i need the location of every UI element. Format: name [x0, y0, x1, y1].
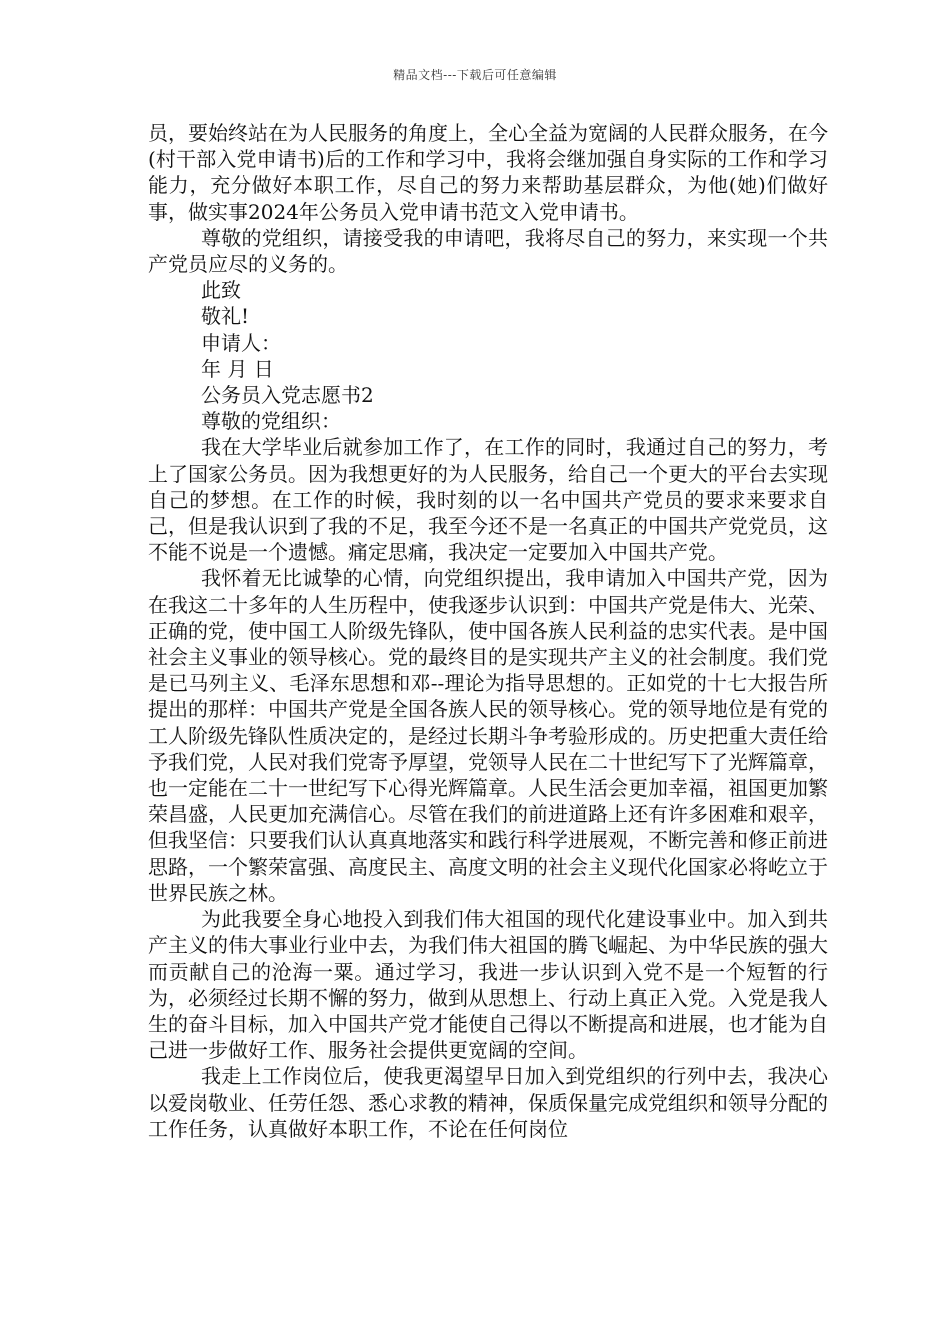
- document-body: [148, 120, 828, 1142]
- paragraph: 公务员入党志愿书2: [201, 383, 374, 408]
- paragraph: 年 月 日: [201, 356, 274, 381]
- paragraph: 此致: [201, 278, 241, 303]
- paragraph: 我在大学毕业后就参加工作了，在工作的同时，我通过自己的努力，考上了国家公务员。因为我想更好的为人民服务，给自己一个更大的平台去实现自己的梦想。在工作的时候，我时刻的以一名中国共产党员的要求来要求自己，但是我认识到了我的不足，我至今还不是一名真正的中国共产党党员，这不能不说是一个遗憾。痛定思痛，我决定一定要加入中国共产党。: [148, 435, 828, 565]
- paragraph: 敬礼!: [201, 304, 250, 329]
- paragraph: 员，要始终站在为人民服务的角度上，全心全益为宽阔的人民群众服务，在今(村干部入党申请书)后的工作和学习中，我将会继加强自身实际的工作和学习能力，充分做好本职工作，尽自己的努力来帮助基层群众，为他(她)们做好事，做实事2024年公务员入党申请书范文入党申请书。: [148, 121, 828, 224]
- paragraph: 尊敬的党组织：: [201, 409, 341, 434]
- page-header: 精品文档---下载后可任意编辑: [393, 68, 557, 82]
- paragraph: 为此我要全身心地投入到我们伟大祖国的现代化建设事业中。加入到共产主义的伟大事业行业中去，为我们伟大祖国的腾飞崛起、为中华民族的强大而贡献自己的沧海一粟。通过学习，我进一步认识到入党不是一个短暂的行为，必须经过长期不懈的努力，做到从思想上、行动上真正入党。入党是我人生的奋斗目标，加入中国共产党才能使自己得以不断提高和进展，也才能为自己进一步做好工作、服务社会提供更宽阔的空间。: [148, 907, 828, 1063]
- paragraph: 我走上工作岗位后，使我更渴望早日加入到党组织的行列中去，我决心以爱岗敬业、任劳任怨、悉心求教的精神，保质保量完成党组织和领导分配的工作任务，认真做好本职工作，不论在任何岗位: [148, 1064, 828, 1141]
- paragraph: 申请人：: [201, 330, 281, 355]
- paragraph: 我怀着无比诚挚的心情，向党组织提出，我申请加入中国共产党，因为在我这二十多年的人生历程中，使我逐步认识到：中国共产党是伟大、光荣、正确的党，使中国工人阶级先锋队，使中国各族人民利益的忠实代表。是中国社会主义事业的领导核心。党的最终目的是实现共产主义的社会制度。我们党是已马列主义、毛泽东思想和邓--理论为指导思想的。正如党的十七大报告所提出的那样：中国共产党是全国各族人民的领导核心。党的领导地位是有党的工人阶级先锋队性质决定的，是经过长期斗争考验形成的。历史把重大责任给予我们党，人民对我们党寄予厚望，党领导人民在二十世纪写下了光辉篇章，也一定能在二十一世纪写下心得光辉篇章。人民生活会更加幸福，祖国更加繁荣昌盛，人民更加充满信心。尽管在我们的前进道路上还有许多困难和艰辛，但我坚信：只要我们认认真真地落实和践行科学进展观，不断完善和修正前进思路，一个繁荣富强、高度民主、高度文明的社会主义现代化国家必将屹立于世界民族之林。: [148, 566, 828, 905]
- paragraph: 尊敬的党组织，请接受我的申请吧，我将尽自己的努力，来实现一个共产党员应尽的义务的。: [148, 225, 828, 277]
